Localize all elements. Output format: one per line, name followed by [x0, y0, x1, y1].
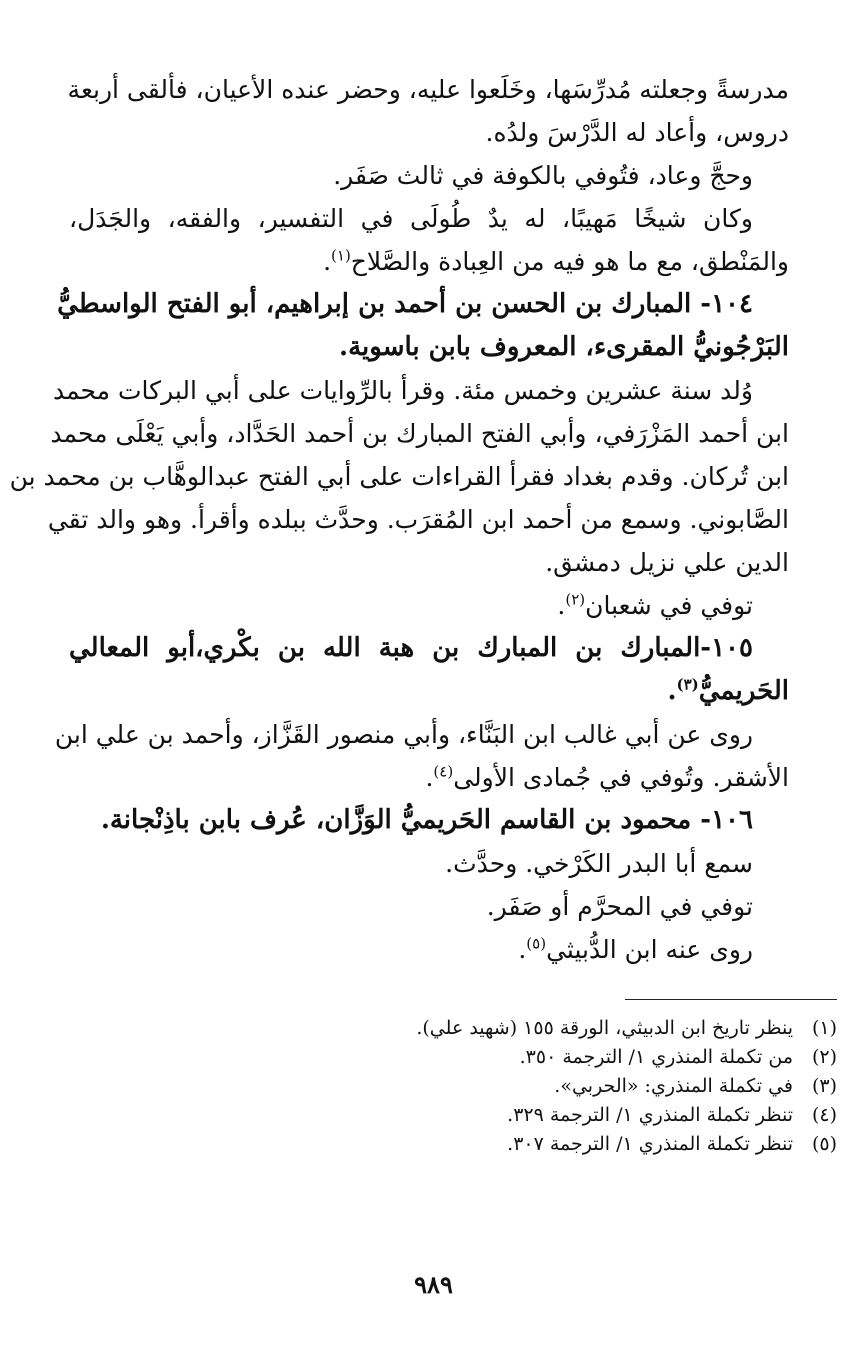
text-line: وكان شيخًا مَهيبًا، له يدٌ طُولَى في التفسير، والفقه، والجَدَل، [69, 204, 753, 233]
main-text [9, 68, 789, 971]
entry-number: ١٠٤- [700, 289, 753, 319]
entry-title: الحَريميُّ [698, 676, 789, 706]
footnotes [77, 1014, 837, 1159]
text-span: الأشقر. وتُوفي في جُمادى الأولى [453, 763, 789, 792]
text-line: ابن تُركان. وقدم بغداد فقرأ القراءات على أبي الفتح عبدالوهَّاب بن محمد بن [9, 462, 789, 491]
text-span: توفي في شعبان [585, 591, 753, 620]
entry-heading-105 [69, 627, 789, 670]
entry-title: المبارك بن المبارك بن هبة الله بن بكْري،أبو المعالي [69, 633, 701, 663]
text-span: . [557, 591, 566, 620]
footnote-divider [625, 999, 837, 1000]
footnote-number: (٥) [811, 1133, 837, 1155]
footnote-ref: (١) [331, 246, 351, 265]
text-line [69, 584, 789, 627]
entry-number: ١٠٦- [700, 805, 753, 835]
entry-heading-104 [57, 283, 789, 326]
footnote-ref: (٣) [676, 675, 699, 694]
entry-heading-106 [69, 799, 789, 842]
text-line: دروس، وأعاد له الدَّرْسَ ولدُه. [485, 118, 789, 147]
text-line [69, 928, 789, 971]
footnote-text: تنظر تكملة المنذري ١/ الترجمة ٣٠٧. [507, 1133, 793, 1155]
footnote-number: (٢) [811, 1046, 837, 1068]
entry-title: محمود بن القاسم الحَريميُّ الوَزَّان، عُرف بابن باذِنْجانة. [100, 805, 692, 835]
footnote-number: (١) [811, 1017, 837, 1039]
footnote [77, 1101, 837, 1130]
text-span: . [518, 935, 527, 964]
text-line [69, 756, 789, 799]
text-span: . [667, 676, 677, 706]
text-line [69, 240, 789, 283]
text-span: . [425, 763, 434, 792]
footnote-text: ينظر تاريخ ابن الدبيثي، الورقة ١٥٥ (شهيد علي). [416, 1017, 793, 1039]
text-line: سمع أبا البدر الكَرْخي. وحدَّث. [445, 849, 753, 878]
footnote-text: في تكملة المنذري: «الحربي». [554, 1075, 793, 1097]
page-number: ٩٨٩ [414, 1270, 453, 1299]
footnote-text: من تكملة المنذري ١/ الترجمة ٣٥٠. [519, 1046, 793, 1068]
text-line: وُلد سنة عشرين وخمس مئة. وقرأ بالرِّوايات على أبي البركات محمد [52, 376, 753, 405]
footnote-ref: (٥) [526, 934, 547, 953]
text-line: وحجَّ وعاد، فتُوفي بالكوفة في ثالث صَفَر. [333, 161, 753, 190]
text-line: ابن أحمد المَزْرَفي، وأبي الفتح المبارك بن أحمد الحَدَّاد، وأبي يَعْلَى محمد [50, 419, 789, 448]
text-span: روى عنه ابن الدُّبيثي [546, 935, 753, 964]
footnote-ref: (٢) [565, 590, 586, 609]
text-line: روى عن أبي غالب ابن البَنَّاء، وأبي منصور القَزَّاز، وأحمد بن علي ابن [54, 720, 753, 749]
text-span: والمَنْطق، مع ما هو فيه من العِبادة والصَّلاح [350, 247, 789, 276]
footnote-number: (٣) [811, 1075, 837, 1097]
footnote [77, 1043, 837, 1072]
footnote [77, 1130, 837, 1159]
footnote [77, 1072, 837, 1101]
entry-title: المبارك بن الحسن بن أحمد بن إبراهيم، أبو الفتح الواسطيُّ [57, 289, 692, 319]
footnote-text: تنظر تكملة المنذري ١/ الترجمة ٣٢٩. [507, 1104, 793, 1126]
text-line: الصَّابوني. وسمع من أحمد ابن المُقرَب. وحدَّث ببلده وأقرأ. وهو والد تقي [47, 505, 789, 534]
entry-number: ١٠٥- [700, 633, 753, 663]
footnote-ref: (٤) [433, 762, 454, 781]
entry-heading-104-cont: البَرْجُونيُّ المقرىء، المعروف بابن باسوية. [339, 332, 789, 362]
text-span: . [323, 247, 332, 276]
text-line: مدرسةً وجعلته مُدرِّسَها، وخَلَعوا عليه، وحضر عنده الأعيان، فألقى أربعة [67, 75, 789, 104]
text-line: توفي في المحرَّم أو صَفَر. [486, 892, 753, 921]
text-line: الدين علي نزيل دمشق. [545, 548, 789, 577]
footnote [77, 1014, 837, 1043]
footnote-number: (٤) [811, 1104, 837, 1126]
entry-heading-105-cont [69, 670, 789, 713]
